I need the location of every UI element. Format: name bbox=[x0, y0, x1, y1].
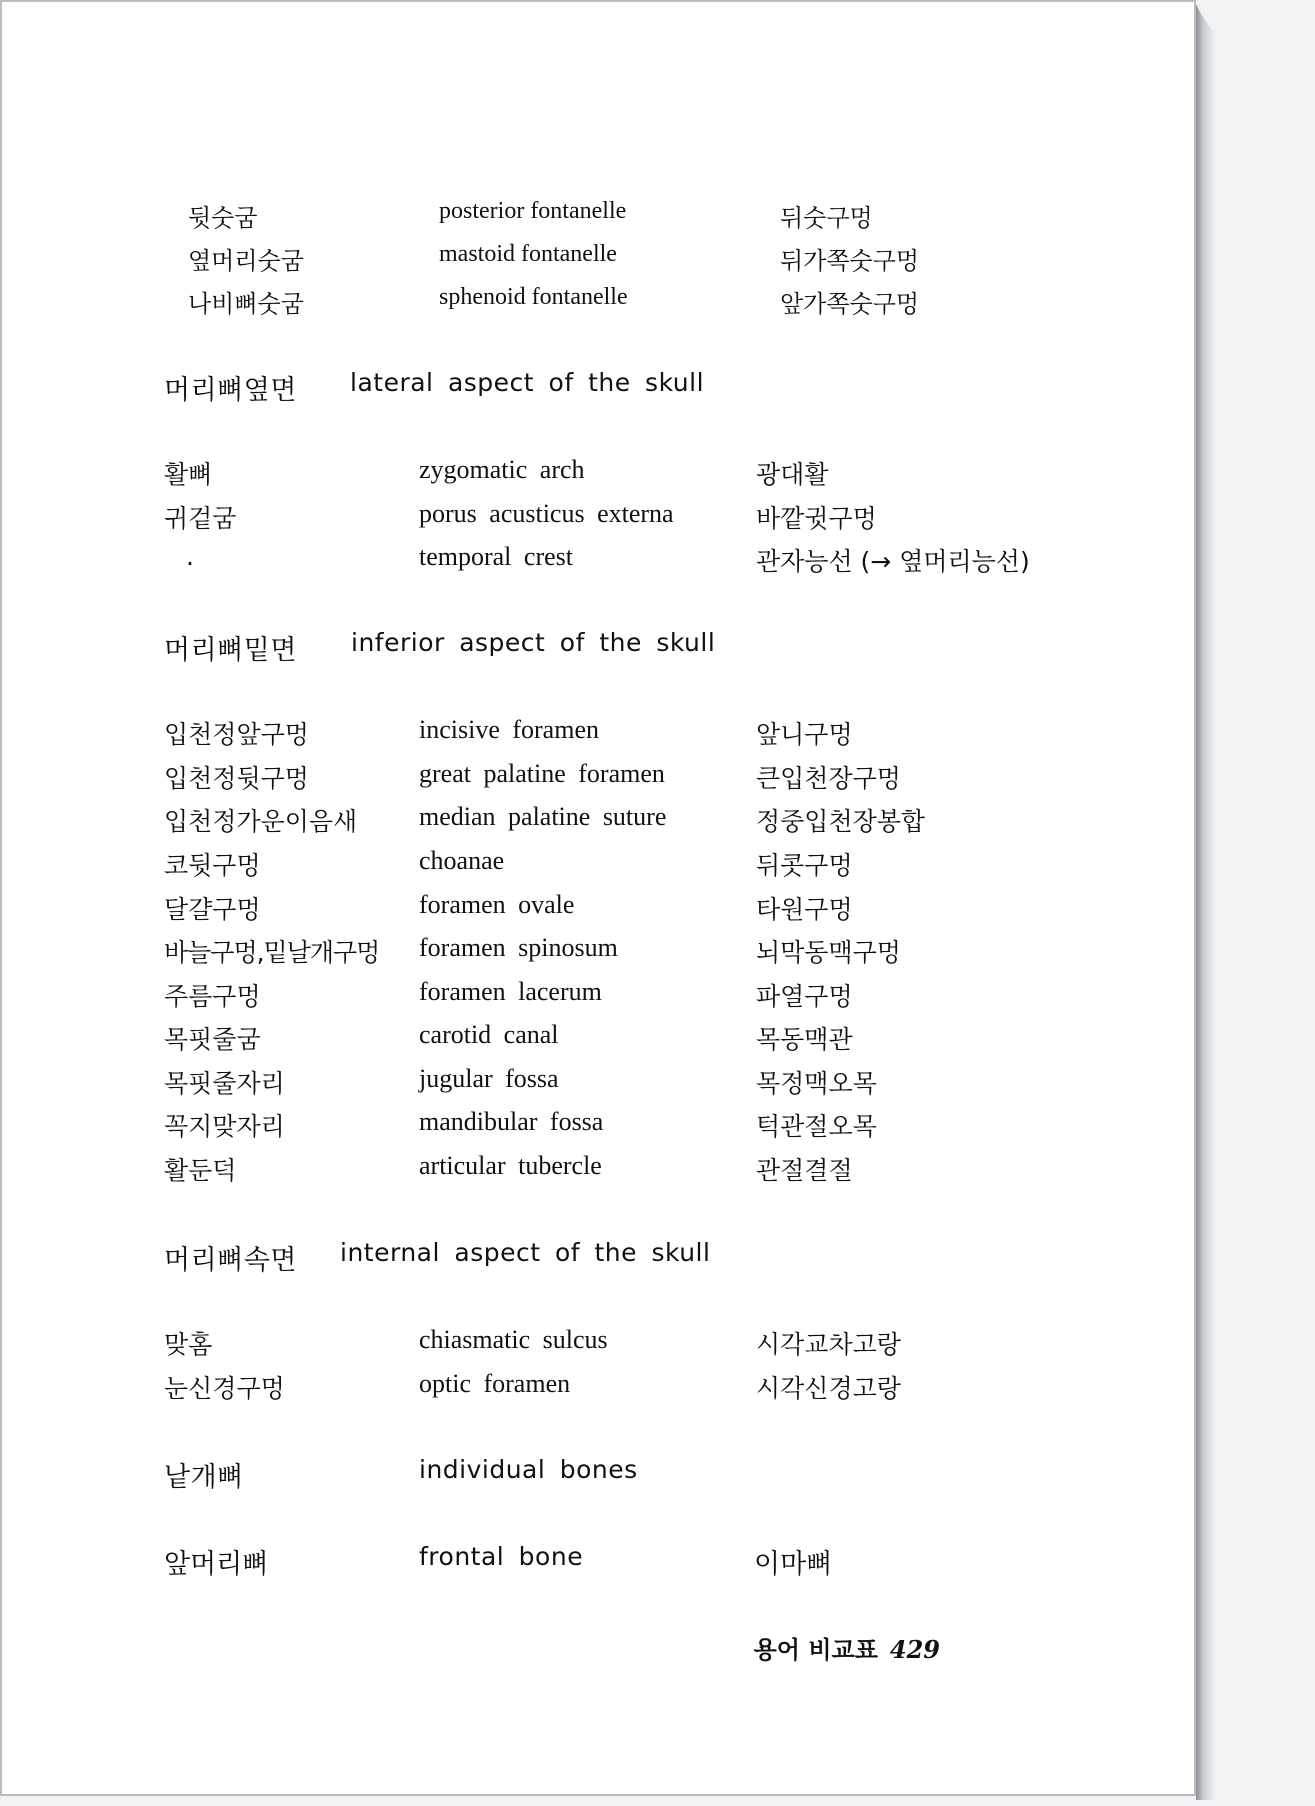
section-heading-ko: 낱개뼈 bbox=[164, 1462, 244, 1493]
term-alt: 관자능선 (→ 옆머리능선) bbox=[756, 547, 1030, 576]
term-alt: 뒤숫구멍 bbox=[780, 204, 873, 232]
section-heading-en: inferior aspect of the skull bbox=[351, 628, 716, 657]
page-number: 429 bbox=[889, 1635, 940, 1664]
term-ko: 맞홈 bbox=[164, 1330, 213, 1359]
term-alt: 턱관절오목 bbox=[756, 1112, 877, 1141]
term-en: articular tubercle bbox=[419, 1151, 602, 1180]
term-en: sphenoid fontanelle bbox=[439, 284, 628, 310]
term-alt: 타원구멍 bbox=[756, 895, 853, 924]
term-ko: 활둔덕 bbox=[164, 1156, 237, 1185]
section-heading-ko: 머리뼈옆면 bbox=[164, 375, 297, 406]
term-alt: 목동맥관 bbox=[756, 1025, 853, 1054]
term-alt: 앞니구멍 bbox=[756, 720, 853, 749]
page-edge-shadow bbox=[1196, 4, 1214, 1800]
page-footer bbox=[754, 1630, 940, 1665]
term-ko: 주름구멍 bbox=[164, 982, 261, 1011]
term-en: optic foramen bbox=[419, 1369, 571, 1398]
term-ko: 바늘구멍,밑날개구멍 bbox=[164, 938, 380, 967]
term-alt: 뒤콧구멍 bbox=[756, 851, 853, 880]
term-en: carotid canal bbox=[419, 1020, 559, 1049]
section-heading-ko: 머리뼈속면 bbox=[164, 1245, 297, 1276]
section-heading-en: internal aspect of the skull bbox=[340, 1238, 711, 1267]
term-alt: 시각신경고랑 bbox=[756, 1374, 901, 1403]
term-alt: 정중입천장봉합 bbox=[756, 807, 926, 836]
term-ko: 활뼈 bbox=[164, 460, 213, 489]
term-alt: 바깥귓구멍 bbox=[756, 504, 877, 533]
term-ko: 나비뼈숫굼 bbox=[188, 290, 304, 318]
term-ko: 뒷숫굼 bbox=[188, 204, 258, 232]
term-alt: 파열구멍 bbox=[756, 982, 853, 1011]
term-ko: 목핏줄굼 bbox=[164, 1025, 261, 1054]
term-alt: 광대활 bbox=[756, 460, 829, 489]
term-en: mandibular fossa bbox=[419, 1107, 604, 1136]
section-heading-en: lateral aspect of the skull bbox=[350, 368, 705, 397]
term-ko: 입천정앞구멍 bbox=[164, 720, 309, 749]
term-alt: 이마뼈 bbox=[754, 1549, 833, 1580]
section-heading-en: individual bones bbox=[419, 1455, 638, 1484]
term-en: foramen ovale bbox=[419, 890, 575, 919]
section-heading-ko: 머리뼈밑면 bbox=[164, 635, 297, 666]
term-alt: 앞가쪽숫구멍 bbox=[780, 290, 920, 318]
term-en: zygomatic arch bbox=[419, 455, 585, 484]
term-en: foramen spinosum bbox=[419, 933, 618, 962]
term-ko: 눈신경구멍 bbox=[164, 1374, 285, 1403]
term-alt: 뇌막동맥구멍 bbox=[756, 938, 901, 967]
term-en: choanae bbox=[419, 846, 505, 875]
term-ko: 목핏줄자리 bbox=[164, 1069, 285, 1098]
term-en: porus acusticus externa bbox=[419, 499, 674, 528]
term-en: great palatine foramen bbox=[419, 759, 665, 788]
term-en: frontal bone bbox=[419, 1542, 584, 1571]
term-ko: 입천정뒷구멍 bbox=[164, 764, 309, 793]
term-en: posterior fontanelle bbox=[439, 198, 627, 224]
term-en: incisive foramen bbox=[419, 715, 599, 744]
term-en: temporal crest bbox=[419, 542, 573, 571]
term-ko: 앞머리뼈 bbox=[164, 1549, 269, 1580]
term-en: foramen lacerum bbox=[419, 977, 602, 1006]
term-ko: 귀겉굼 bbox=[164, 504, 237, 533]
term-en: median palatine suture bbox=[419, 802, 667, 831]
term-ko: 꼭지맞자리 bbox=[164, 1112, 285, 1141]
term-alt: 관절결절 bbox=[756, 1156, 853, 1185]
term-ko: 옆머리숫굼 bbox=[188, 247, 304, 275]
term-alt: 큰입천장구멍 bbox=[756, 764, 901, 793]
term-ko: 달걀구멍 bbox=[164, 895, 261, 924]
term-ko: 코뒷구멍 bbox=[164, 851, 261, 880]
term-en: jugular fossa bbox=[419, 1064, 559, 1093]
term-ko: . bbox=[186, 542, 194, 571]
term-ko: 입천정가운이음새 bbox=[164, 807, 358, 836]
term-alt: 시각교차고랑 bbox=[756, 1330, 901, 1359]
term-en: chiasmatic sulcus bbox=[419, 1325, 608, 1354]
term-alt: 뒤가쪽숫구멍 bbox=[780, 247, 920, 275]
running-title: 용어 비교표 bbox=[753, 1635, 878, 1664]
term-en: mastoid fontanelle bbox=[439, 241, 617, 267]
term-alt: 목정맥오목 bbox=[756, 1069, 877, 1098]
